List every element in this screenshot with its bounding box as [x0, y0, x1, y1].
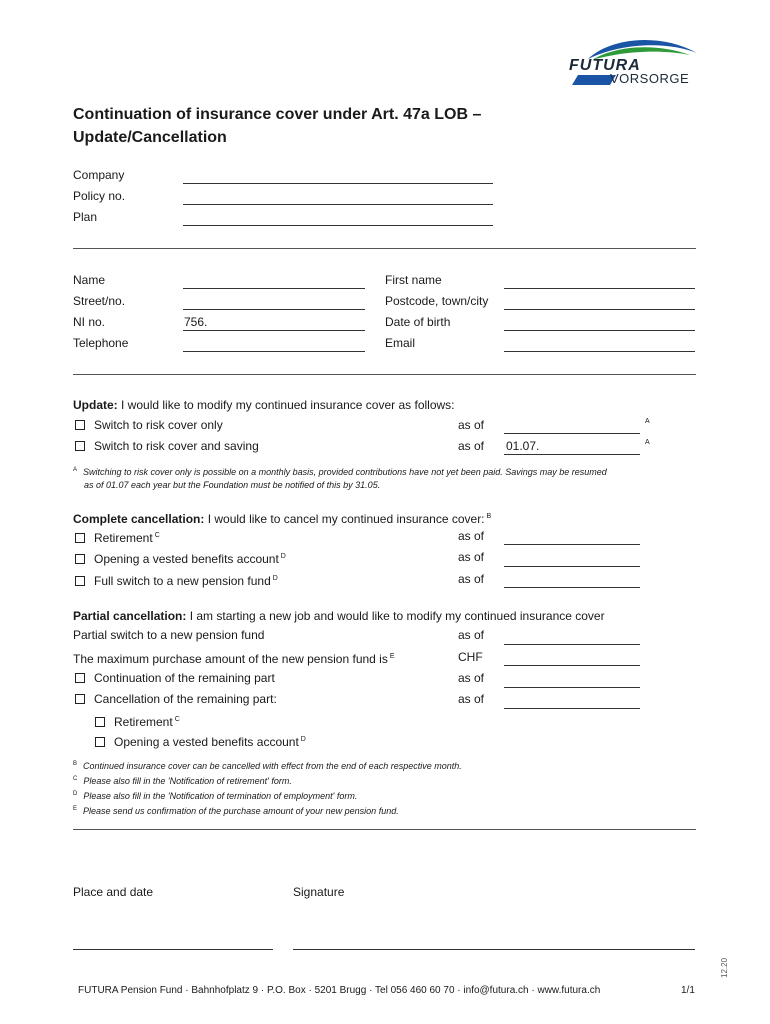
partial-sub-vested[interactable]: [95, 733, 306, 749]
checkbox-icon[interactable]: [75, 441, 85, 451]
update-option-risk-only[interactable]: [75, 418, 223, 432]
email-field[interactable]: [504, 351, 695, 352]
footnote-e: [73, 803, 462, 818]
footnote-ref-a: A: [645, 418, 650, 425]
footnote-mark: B: [73, 761, 78, 767]
partial-sub-retirement[interactable]: [95, 713, 180, 729]
footnote-ref-a: A: [645, 439, 650, 446]
partial-switch-date[interactable]: [504, 644, 640, 645]
title-line-1: Continuation of insurance cover under Art. 47a LOB –: [73, 106, 482, 123]
partial-purchase-amount[interactable]: [504, 665, 640, 666]
footnote-mark: E: [73, 806, 78, 812]
option-label: Full switch to a new pension fund: [94, 574, 271, 588]
footnote-ref: E: [389, 653, 395, 660]
policy-label: Policy no.: [73, 189, 126, 203]
option-label: Cancellation of the remaining part:: [94, 692, 277, 706]
footnote-a: [73, 464, 607, 492]
update-option-risk-saving[interactable]: [75, 439, 259, 453]
place-date-field[interactable]: [73, 949, 273, 950]
complete-option-vested[interactable]: [75, 550, 286, 566]
footnote-mark: C: [73, 776, 78, 782]
first-name-label: First name: [385, 273, 442, 287]
signature-label: Signature: [293, 885, 345, 899]
logo-sub: VORSORGE: [610, 71, 690, 86]
ni-field[interactable]: [183, 330, 365, 331]
form-version: 12.20: [720, 957, 729, 978]
update-option-2-value[interactable]: 01.07.: [506, 439, 540, 453]
complete-option-2-date[interactable]: [504, 566, 640, 567]
update-option-label: Switch to risk cover only: [94, 418, 223, 432]
checkbox-icon[interactable]: [75, 694, 85, 704]
plan-field[interactable]: [183, 225, 493, 226]
as-of-label: as of: [458, 671, 485, 685]
dob-label: Date of birth: [385, 315, 451, 329]
update-intro: I would like to modify my continued insurance cover as follows:: [117, 398, 455, 412]
page-number: 1/1: [681, 985, 695, 996]
divider: [73, 248, 696, 249]
footer-address: FUTURA Pension Fund · Bahnhofplatz 9 · P.O. Box · 5201 Brugg · Tel 056 460 60 70 · info@futura.ch · www.futura.ch: [78, 985, 601, 996]
signature-field[interactable]: [293, 949, 695, 950]
as-of-label: as of: [458, 418, 485, 432]
checkbox-icon[interactable]: [95, 717, 105, 727]
footnote-ref: D: [300, 736, 306, 743]
email-label: Email: [385, 336, 416, 350]
footnote-ref: B: [486, 513, 492, 520]
footnote-text: Continued insurance cover can be cancelled with effect from the end of each respective month.: [83, 761, 462, 771]
place-date-label: Place and date: [73, 885, 154, 899]
page-title: [73, 103, 481, 149]
as-of-label: as of: [458, 692, 485, 706]
option-label: Continuation of the remaining part: [94, 671, 275, 685]
footnote-c: [73, 773, 462, 788]
checkbox-icon[interactable]: [75, 673, 85, 683]
complete-option-3-date[interactable]: [504, 587, 640, 588]
dob-field[interactable]: [504, 330, 695, 331]
complete-option-1-date[interactable]: [504, 544, 640, 545]
update-heading: [73, 398, 455, 412]
divider: [73, 829, 696, 830]
company-field[interactable]: [183, 183, 493, 184]
futura-logo: [566, 33, 698, 87]
title-line-2: Update/Cancellation: [73, 129, 227, 146]
footnotes: [73, 758, 462, 818]
row-label: The maximum purchase amount of the new pension fund is: [73, 652, 388, 666]
footnote-ref: C: [174, 716, 180, 723]
partial-intro: I am starting a new job and would like to modify my continued insurance cover: [186, 609, 605, 623]
partial-option-continuation[interactable]: [75, 671, 275, 685]
update-option-2-date[interactable]: [504, 454, 640, 455]
ni-value[interactable]: 756.: [184, 315, 208, 329]
street-label: Street/no.: [73, 294, 126, 308]
option-label: Opening a vested benefits account: [94, 552, 279, 566]
checkbox-icon[interactable]: [75, 554, 85, 564]
footnote-ref: C: [154, 532, 160, 539]
street-field[interactable]: [183, 309, 365, 310]
postcode-label: Postcode, town/city: [385, 294, 489, 308]
update-option-1-date[interactable]: [504, 433, 640, 434]
as-of-label: as of: [458, 628, 485, 642]
partial-option-cancellation[interactable]: [75, 692, 277, 706]
complete-option-full-switch[interactable]: [75, 572, 278, 588]
option-label: Opening a vested benefits account: [114, 735, 299, 749]
option-label: Retirement: [94, 531, 153, 545]
name-label: Name: [73, 273, 106, 287]
as-of-label: as of: [458, 550, 485, 564]
checkbox-icon[interactable]: [75, 420, 85, 430]
checkbox-icon[interactable]: [75, 576, 85, 586]
telephone-field[interactable]: [183, 351, 365, 352]
footnote-d: [73, 788, 462, 803]
footnote-text: Please send us confirmation of the purchase amount of your new pension fund.: [83, 806, 399, 816]
complete-intro: I would like to cancel my continued insurance cover:: [204, 512, 485, 526]
footnote-text: Please also fill in the 'Notification of termination of employment' form.: [83, 791, 358, 801]
footnote-text: Please also fill in the 'Notification of retirement' form.: [83, 776, 292, 786]
name-field[interactable]: [183, 288, 365, 289]
complete-heading: [73, 510, 491, 526]
footnote-ref: D: [272, 575, 278, 582]
footnote-mark: A: [73, 467, 78, 473]
first-name-field[interactable]: [504, 288, 695, 289]
company-label: Company: [73, 168, 125, 182]
checkbox-icon[interactable]: [95, 737, 105, 747]
footnote-ref: D: [280, 553, 286, 560]
partial-cancellation-date[interactable]: [504, 708, 640, 709]
divider: [73, 374, 696, 375]
partial-row-switch: Partial switch to a new pension fund: [73, 628, 265, 642]
footnote-b: [73, 758, 462, 773]
chf-label: CHF: [458, 650, 483, 664]
partial-row-max-purchase: [73, 650, 395, 666]
footnote-mark: D: [73, 791, 78, 797]
policy-field[interactable]: [183, 204, 493, 205]
partial-continuation-date[interactable]: [504, 687, 640, 688]
as-of-label: as of: [458, 439, 485, 453]
update-option-label: Switch to risk cover and saving: [94, 439, 259, 453]
as-of-label: as of: [458, 572, 485, 586]
as-of-label: as of: [458, 529, 485, 543]
complete-heading-label: Complete cancellation:: [73, 512, 205, 526]
telephone-label: Telephone: [73, 336, 129, 350]
update-heading-label: Update:: [73, 398, 118, 412]
partial-heading-label: Partial cancellation:: [73, 609, 187, 623]
ni-label: NI no.: [73, 315, 106, 329]
logo-brand: FUTURA: [569, 57, 641, 74]
footnote-text: as of 01.07 each year but the Foundation must be notified of this by 31.05.: [84, 480, 381, 490]
option-label: Retirement: [114, 715, 173, 729]
checkbox-icon[interactable]: [75, 533, 85, 543]
plan-label: Plan: [73, 210, 98, 224]
complete-option-retirement[interactable]: [75, 529, 160, 545]
partial-heading: [73, 609, 605, 623]
footnote-text: Switching to risk cover only is possible on a monthly basis, provided contributions have not yet been paid. Savings may be resumed: [83, 467, 607, 477]
postcode-field[interactable]: [504, 309, 695, 310]
